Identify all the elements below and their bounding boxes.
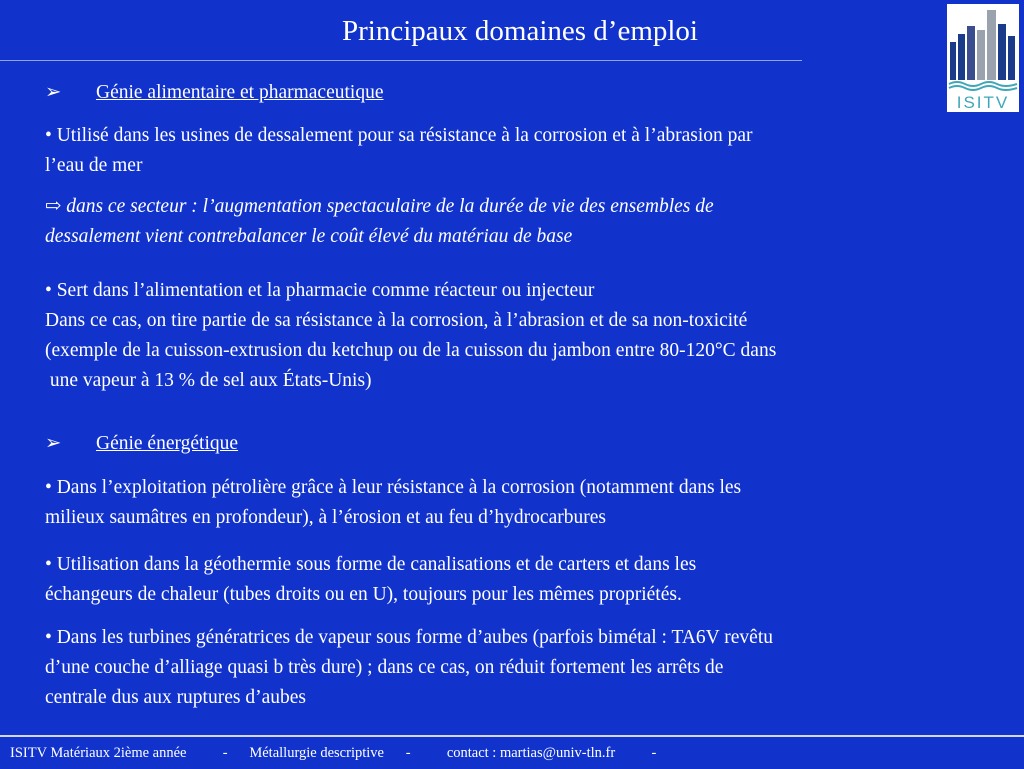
text-line: • Dans les turbines génératrices de vapeur sous forme d’aubes (parfois bimétal : TA6V revêtu (45, 627, 773, 648)
text-line: • Sert dans l’alimentation et la pharmacie comme réacteur ou injecteur (45, 280, 595, 301)
footer-separator: - (405, 745, 411, 761)
arrow-bullet-icon: ➢ (45, 433, 62, 454)
footer-subject: Métallurgie descriptive (249, 745, 384, 761)
text-line: l’eau de mer (45, 155, 143, 176)
footer-separator: - (222, 745, 228, 761)
text-line: • Utilisé dans les usines de dessalement pour sa résistance à la corrosion et à l’abrasion par (45, 125, 753, 146)
section-heading-food-pharma (45, 78, 383, 108)
text-line: • Utilisation dans la géothermie sous forme de canalisations et de carters et dans les (45, 554, 697, 575)
paragraph-geothermal (45, 550, 1015, 610)
isitv-logo-graphic (947, 4, 1019, 112)
paragraph-turbines (45, 623, 1015, 713)
text-line: ⇨ dans ce secteur : l’augmentation spectaculaire de la durée de vie des ensembles de (45, 196, 714, 217)
text-line: dessalement vient contrebalancer le coût élevé du matériau de base (45, 226, 573, 247)
text-line: Dans ce cas, on tire partie de sa résistance à la corrosion, à l’abrasion et de sa non-toxicité (45, 310, 748, 331)
footer-course: ISITV Matériaux 2ième année (10, 745, 187, 761)
text-line: milieux saumâtres en profondeur), à l’érosion et au feu d’hydrocarbures (45, 507, 606, 528)
text-line: centrale dus aux ruptures d’aubes (45, 687, 306, 708)
section-heading-text: Génie alimentaire et pharmaceutique (96, 82, 384, 103)
text-line: (exemple de la cuisson-extrusion du ketchup ou de la cuisson du jambon entre 80-120°C dans (45, 340, 777, 361)
footer-separator: - (651, 745, 657, 761)
isitv-logo (947, 4, 1019, 112)
paragraph-desalination (45, 121, 1015, 181)
arrow-bullet-icon: ➢ (45, 82, 62, 103)
paragraph-petroleum (45, 473, 1015, 533)
slide-title: Principaux domaines d’emploi (342, 15, 698, 47)
logo-letters: ISITV (956, 93, 1010, 112)
text-line: échangeurs de chaleur (tubes droits ou en U), toujours pour les mêmes propriétés. (45, 584, 682, 605)
text-line: d’une couche d’alliage quasi b très dure) ; dans ce cas, on réduit fortement les arrêts de (45, 657, 724, 678)
paragraph-food-pharma-use (45, 276, 1015, 396)
paragraph-desalination-note (45, 192, 1015, 252)
slide-footer (0, 735, 1024, 768)
text-line: une vapeur à 13 % de sel aux États-Unis) (45, 370, 372, 391)
footer-contact: contact : martias@univ-tln.fr (446, 745, 616, 761)
title-underline (0, 60, 802, 61)
section-heading-energy (45, 429, 238, 459)
text-line: • Dans l’exploitation pétrolière grâce à leur résistance à la corrosion (notamment dans les (45, 477, 742, 498)
section-heading-text: Génie énergétique (96, 433, 239, 454)
